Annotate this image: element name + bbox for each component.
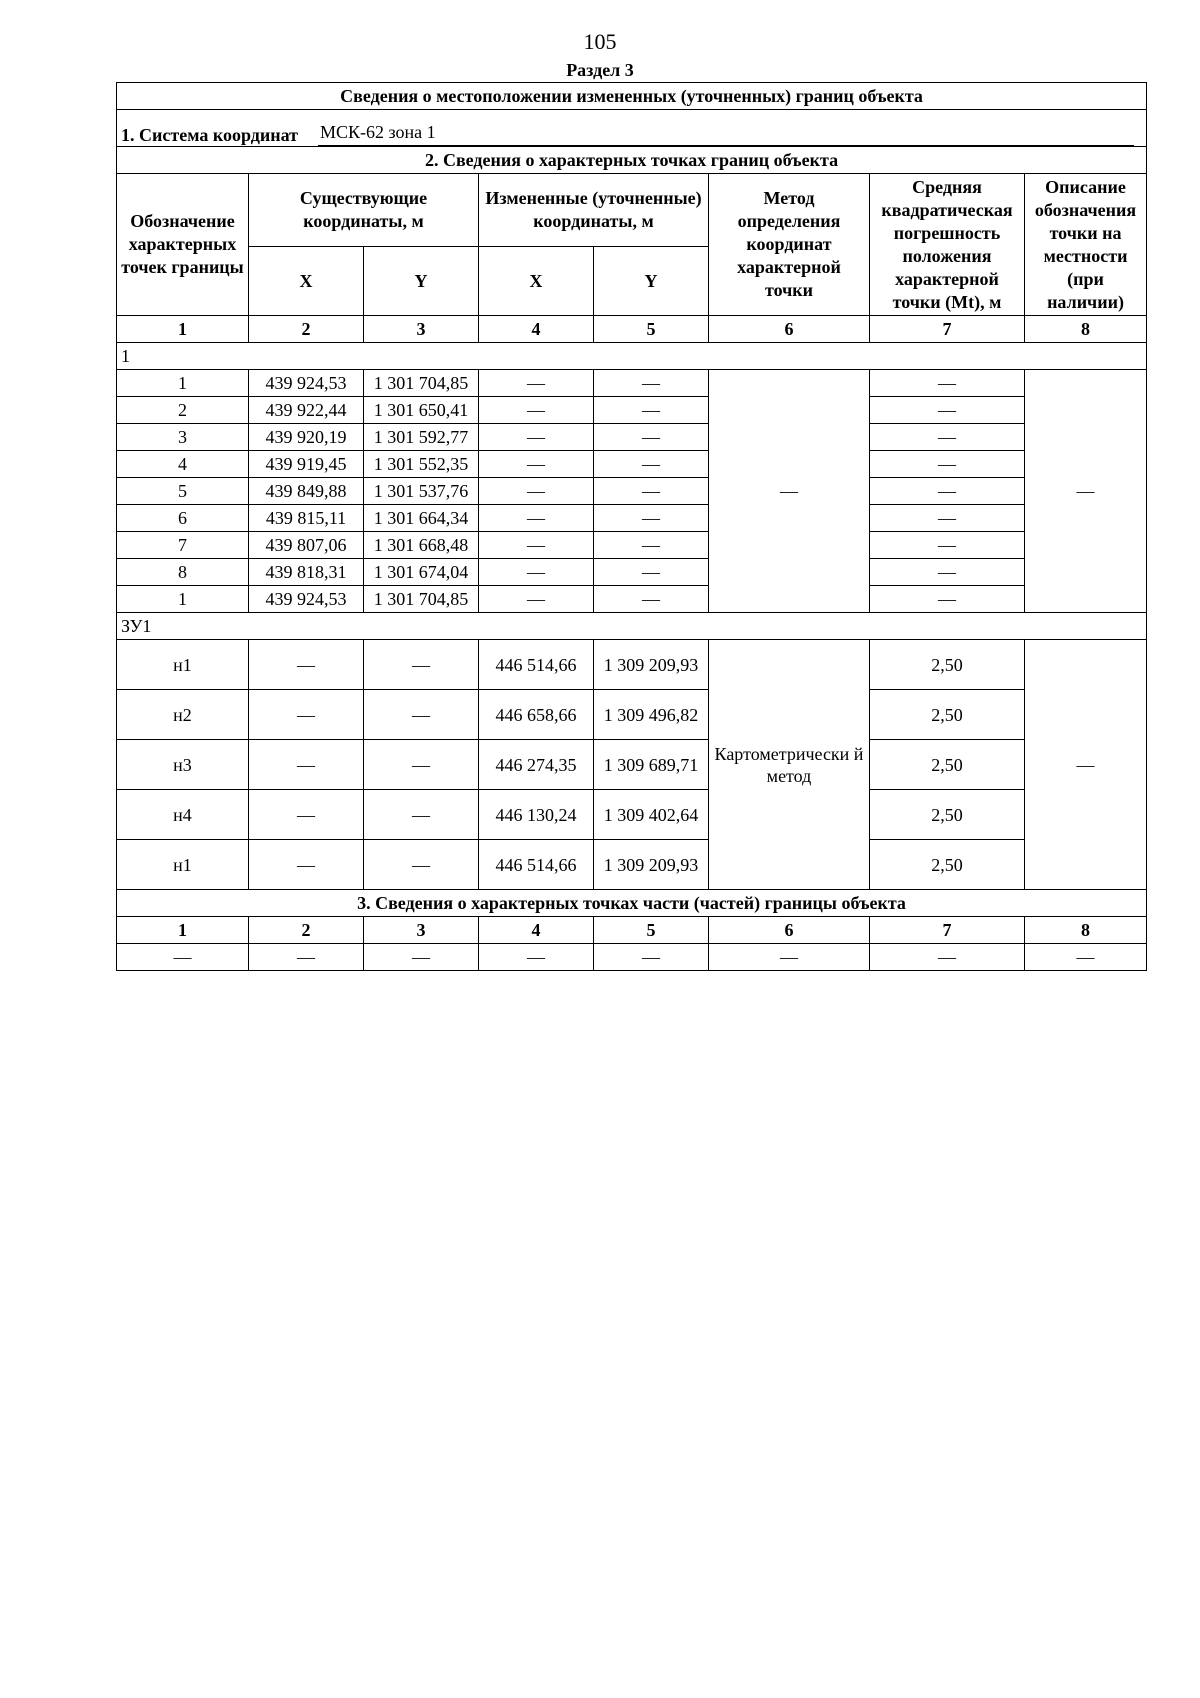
existing-y: — [364,790,479,840]
section2-title: 2. Сведения о характерных точках границ объекта [117,147,1147,174]
table-row [117,532,1147,559]
mt-value: 2,50 [870,640,1025,690]
point-id: 5 [117,478,249,505]
existing-y: 1 301 592,77 [364,424,479,451]
table-row [117,505,1147,532]
mt-value: 2,50 [870,690,1025,740]
table-row [117,451,1147,478]
changed-y: 1 309 689,71 [594,740,709,790]
header-changed-coords: Измененные (уточненные) координаты, м [479,174,709,247]
existing-y: — [364,840,479,890]
column-number: 4 [479,316,594,343]
point-id: 1 [117,370,249,397]
changed-y: — [594,559,709,586]
method-cell: Картометрически й метод [709,640,870,890]
column-number: 5 [594,917,709,944]
changed-y: — [594,451,709,478]
group-label: 1 [117,343,1147,370]
column-number: 8 [1025,917,1147,944]
existing-y: 1 301 704,85 [364,586,479,613]
coordinate-system-row [117,110,1147,147]
section3-title: 3. Сведения о характерных точках части (частей) границы объекта [117,890,1147,917]
existing-x: — [249,840,364,890]
changed-y: — [594,586,709,613]
page-number: 105 [583,29,617,54]
existing-x: 439 924,53 [249,370,364,397]
column-number: 5 [594,316,709,343]
header-existing-coords: Существующие координаты, м [249,174,479,247]
changed-y: 1 309 209,93 [594,640,709,690]
changed-x: 446 658,66 [479,690,594,740]
existing-y: 1 301 668,48 [364,532,479,559]
table-row [117,559,1147,586]
existing-x: — [249,690,364,740]
point-id: 4 [117,451,249,478]
coordinate-system-label: 1. Система координат [121,125,298,145]
existing-x: 439 849,88 [249,478,364,505]
changed-y: — [594,478,709,505]
table-title: Сведения о местоположении измененных (уточненных) границ объекта [117,83,1147,110]
existing-y: 1 301 664,34 [364,505,479,532]
point-id: 2 [117,397,249,424]
table-row [117,790,1147,840]
empty-cell: — [594,944,709,971]
changed-x: 446 514,66 [479,640,594,690]
existing-y: 1 301 650,41 [364,397,479,424]
point-id: н4 [117,790,249,840]
header-existing-y: Y [364,247,479,316]
changed-y: — [594,532,709,559]
changed-y: — [594,397,709,424]
changed-x: — [479,478,594,505]
changed-x: 446 274,35 [479,740,594,790]
table-row [117,944,1147,971]
table-row [117,370,1147,397]
column-number: 6 [709,917,870,944]
changed-x: 446 514,66 [479,840,594,890]
mt-value: — [870,532,1025,559]
mt-value: — [870,586,1025,613]
mt-value: — [870,424,1025,451]
empty-cell: — [479,944,594,971]
empty-cell: — [364,944,479,971]
existing-y: 1 301 552,35 [364,451,479,478]
header-description: Описание обозначения точки на местности (при наличии) [1025,174,1147,316]
point-id: н3 [117,740,249,790]
table-row [117,640,1147,690]
table-row [117,840,1147,890]
existing-x: — [249,740,364,790]
point-id: 1 [117,586,249,613]
existing-y: 1 301 674,04 [364,559,479,586]
table-row [117,397,1147,424]
changed-y: 1 309 209,93 [594,840,709,890]
mt-value: 2,50 [870,740,1025,790]
changed-x: — [479,505,594,532]
empty-cell: — [870,944,1025,971]
changed-x: — [479,370,594,397]
mt-value: 2,50 [870,840,1025,890]
changed-x: — [479,532,594,559]
mt-value: — [870,559,1025,586]
table-row [117,740,1147,790]
existing-x: 439 924,53 [249,586,364,613]
mt-value: — [870,505,1025,532]
existing-x: — [249,640,364,690]
table-row [117,690,1147,740]
coordinate-system-value: МСК-62 зона 1 [318,121,1134,146]
changed-x: — [479,424,594,451]
existing-x: 439 922,44 [249,397,364,424]
mt-value: — [870,451,1025,478]
column-number: 7 [870,917,1025,944]
column-number: 2 [249,316,364,343]
existing-x: 439 807,06 [249,532,364,559]
header-changed-x: X [479,247,594,316]
description-cell: — [1025,370,1147,613]
point-id: 7 [117,532,249,559]
mt-value: — [870,370,1025,397]
column-number: 3 [364,316,479,343]
table-row [117,586,1147,613]
column-number: 2 [249,917,364,944]
group-label: ЗУ1 [117,613,1147,640]
changed-x: 446 130,24 [479,790,594,840]
changed-x: — [479,397,594,424]
changed-y: 1 309 402,64 [594,790,709,840]
point-id: 3 [117,424,249,451]
header-designation: Обозначение характерных точек границы [117,174,249,316]
method-cell: — [709,370,870,613]
point-id: 8 [117,559,249,586]
changed-x: — [479,559,594,586]
header-method: Метод определения координат характерной точки [709,174,870,316]
point-id: н1 [117,840,249,890]
existing-x: 439 920,19 [249,424,364,451]
column-number: 4 [479,917,594,944]
point-id: н2 [117,690,249,740]
existing-x: — [249,790,364,840]
description-cell: — [1025,640,1147,890]
column-number: 7 [870,316,1025,343]
changed-x: — [479,451,594,478]
point-id: н1 [117,640,249,690]
existing-y: — [364,690,479,740]
existing-x: 439 818,31 [249,559,364,586]
table-row [117,478,1147,505]
column-number: 8 [1025,316,1147,343]
empty-cell: — [117,944,249,971]
column-number: 3 [364,917,479,944]
mt-value: — [870,397,1025,424]
section-title: Раздел 3 [566,60,634,80]
changed-y: — [594,505,709,532]
empty-cell: — [709,944,870,971]
column-number: 6 [709,316,870,343]
column-numbers-row [117,316,1147,343]
changed-y: — [594,424,709,451]
mt-value: 2,50 [870,790,1025,840]
changed-x: — [479,586,594,613]
empty-cell: — [1025,944,1147,971]
point-id: 6 [117,505,249,532]
existing-x: 439 815,11 [249,505,364,532]
header-existing-x: X [249,247,364,316]
existing-y: — [364,640,479,690]
mt-value: — [870,478,1025,505]
header-changed-y: Y [594,247,709,316]
table-row [117,424,1147,451]
column-numbers-row [117,917,1147,944]
existing-y: 1 301 537,76 [364,478,479,505]
existing-x: 439 919,45 [249,451,364,478]
changed-y: 1 309 496,82 [594,690,709,740]
existing-y: 1 301 704,85 [364,370,479,397]
empty-cell: — [249,944,364,971]
changed-y: — [594,370,709,397]
column-number: 1 [117,917,249,944]
column-number: 1 [117,316,249,343]
existing-y: — [364,740,479,790]
boundary-table [116,82,1147,971]
header-error: Средняя квадратическая погрешность положения характерной точки (Mt), м [870,174,1025,316]
